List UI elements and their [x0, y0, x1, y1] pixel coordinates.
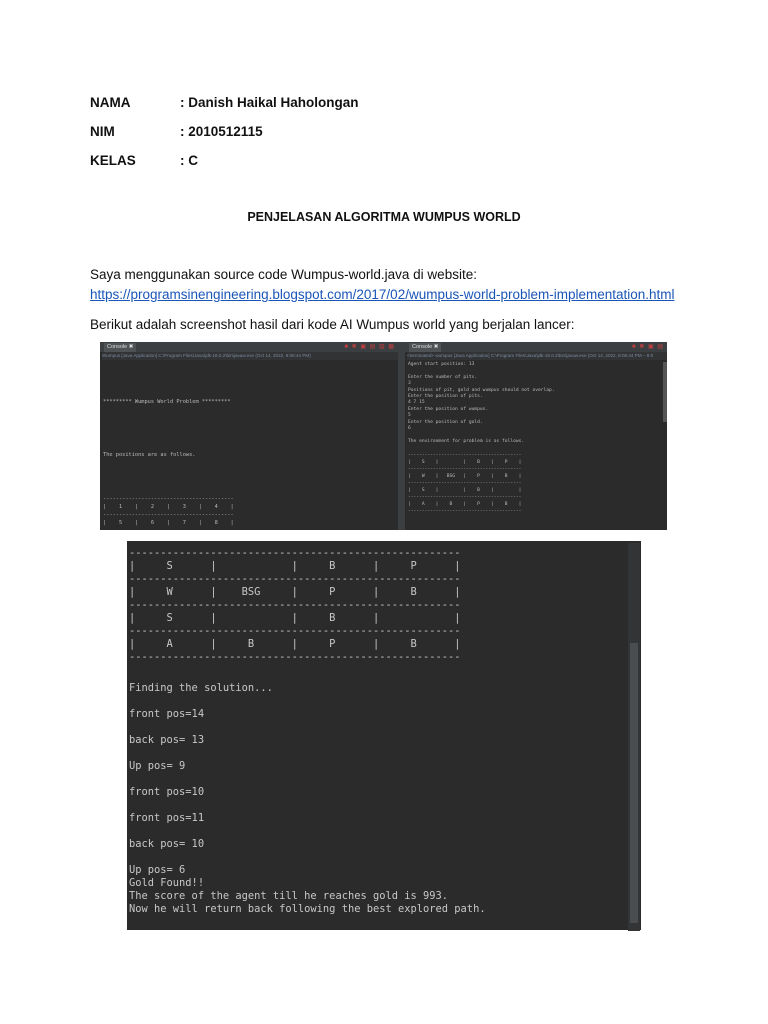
console-path: Wumpus [Java Application] C:\Program Files\Java\jdk-18.0.2\bin\javaw.exe (Oct 14, 2022, 8:06:44 PM) — [102, 352, 398, 360]
grid-divider: ----------------------------------------- — [408, 508, 522, 514]
console-line: The score of the agent till he reaches gold is 993. — [129, 890, 449, 902]
grid-divider: ----------------------------------------- — [408, 480, 522, 486]
console-line: Now he will return back following the best explored path. — [129, 903, 486, 915]
console-tab[interactable]: Console ✖ — [104, 343, 136, 352]
identity-label: NAMA — [90, 95, 131, 110]
console-tabbar — [405, 342, 667, 352]
source-link[interactable]: https://programsinengineering.blogspot.com/2017/02/wumpus-world-problem-implementation.html — [90, 287, 675, 302]
console-toolbar-icons[interactable]: ■ ✖ ▣ ▤ ▥ ▦ — [344, 344, 395, 350]
grid-divider: ----------------------------------------------------- — [129, 573, 461, 585]
console-line: Enter the position of gold. — [408, 419, 483, 425]
grid-row: | S | | B | P | — [129, 560, 461, 572]
identity-value: : 2010512115 — [180, 124, 263, 139]
console-screenshot-2 — [127, 541, 641, 930]
source-text: Saya menggunakan source code Wumpus-world.java di website: — [90, 267, 477, 282]
identity-value: : C — [180, 153, 198, 168]
console-line: 6 — [408, 426, 411, 432]
positions-grid — [103, 495, 395, 530]
console-toolbar-icons[interactable]: ■ ✖ ▣ ▤ — [632, 344, 664, 350]
console-line: front pos=14 — [129, 708, 205, 720]
grid-divider: ----------------------------------------- — [408, 452, 522, 458]
console-line: The environment for problem is as follows. — [408, 438, 525, 444]
console-line: front pos=10 — [129, 786, 205, 798]
console-line: Finding the solution... — [129, 682, 273, 694]
scrollbar-thumb[interactable] — [630, 643, 638, 923]
grid-row: | A | B | P | B | — [129, 638, 461, 650]
grid-divider: ----------------------------------------- — [103, 512, 234, 519]
scrollbar[interactable] — [628, 543, 640, 931]
console-line: Enter the number of pits. — [408, 374, 478, 380]
grid-row: | W | BSG | P | B | — [129, 586, 461, 598]
grid-divider: ----------------------------------------------------- — [129, 625, 461, 637]
console-pane-left — [100, 342, 398, 530]
console-line: Gold Found!! — [129, 877, 205, 889]
identity-value: : Danish Haikal Haholongan — [180, 95, 359, 110]
grid-divider — [103, 527, 395, 530]
console-line: The positions are as follows. — [103, 452, 196, 459]
console-output — [103, 362, 395, 530]
screenshot-caption: Berikut adalah screenshot hasil dari kode AI Wumpus world yang berjalan lancer: — [90, 317, 575, 332]
grid-row: | S | | B | | — [408, 487, 522, 493]
grid-divider: ----------------------------------------------------- — [129, 599, 461, 611]
console-pane-right — [405, 342, 667, 530]
console-line: 4 7 15 — [408, 400, 425, 406]
grid-divider: ----------------------------------------- — [408, 466, 522, 472]
grid-divider: ----------------------------------------- — [408, 494, 522, 500]
document-title: PENJELASAN ALGORITMA WUMPUS WORLD — [247, 210, 521, 224]
console-tabbar — [100, 342, 398, 352]
grid-row: | 1 | 2 | 3 | 4 | — [103, 504, 234, 511]
grid-row: | 5 | 6 | 7 | 8 | — [103, 520, 234, 527]
identity-label: NIM — [90, 124, 115, 139]
grid-divider: ----------------------------------------------------- — [129, 651, 461, 663]
console-line: Enter the position of wumpus. — [408, 406, 489, 412]
identity-label: KELAS — [90, 153, 136, 168]
scrollbar[interactable] — [663, 362, 667, 422]
console-line: Up pos= 6 — [129, 864, 186, 876]
console-line: Agent start position: 13 — [408, 362, 475, 367]
console-line: Enter the position of pits. — [408, 394, 483, 400]
grid-row: | S | | B | | — [129, 612, 461, 624]
pane-divider[interactable] — [398, 342, 405, 530]
solution-output — [129, 682, 486, 916]
grid-divider: ----------------------------------------------------- — [129, 547, 461, 559]
environment-grid — [129, 547, 486, 664]
console-line: Up pos= 9 — [129, 760, 186, 772]
console-line: 3 — [408, 381, 411, 387]
console-line: back pos= 13 — [129, 734, 205, 746]
console-line: Positions of pit, gold and wumpus should not overlap. — [408, 387, 555, 393]
console-line: front pos=11 — [129, 812, 205, 824]
console-output — [408, 362, 664, 515]
console-output — [129, 547, 486, 916]
console-path: <terminated> wumpus [Java Application] C:\Program Files\Java\jdk-18.0.2\bin\javaw.exe (Oct 14, 2022, 8:06:44 PM – 8:0 — [407, 352, 667, 360]
console-screenshot-1 — [100, 342, 667, 530]
console-line: 5 — [408, 413, 411, 419]
grid-row: | W | BSG | P | B | — [408, 473, 522, 479]
grid-row: | A | B | P | B | — [408, 501, 522, 507]
grid-row: | S | | B | P | — [408, 459, 522, 465]
console-line: back pos= 10 — [129, 838, 205, 850]
console-header: ********* Wumpus World Problem ********* — [103, 399, 231, 406]
grid-divider: ----------------------------------------- — [103, 496, 234, 503]
console-tab[interactable]: Console ✖ — [409, 343, 441, 352]
